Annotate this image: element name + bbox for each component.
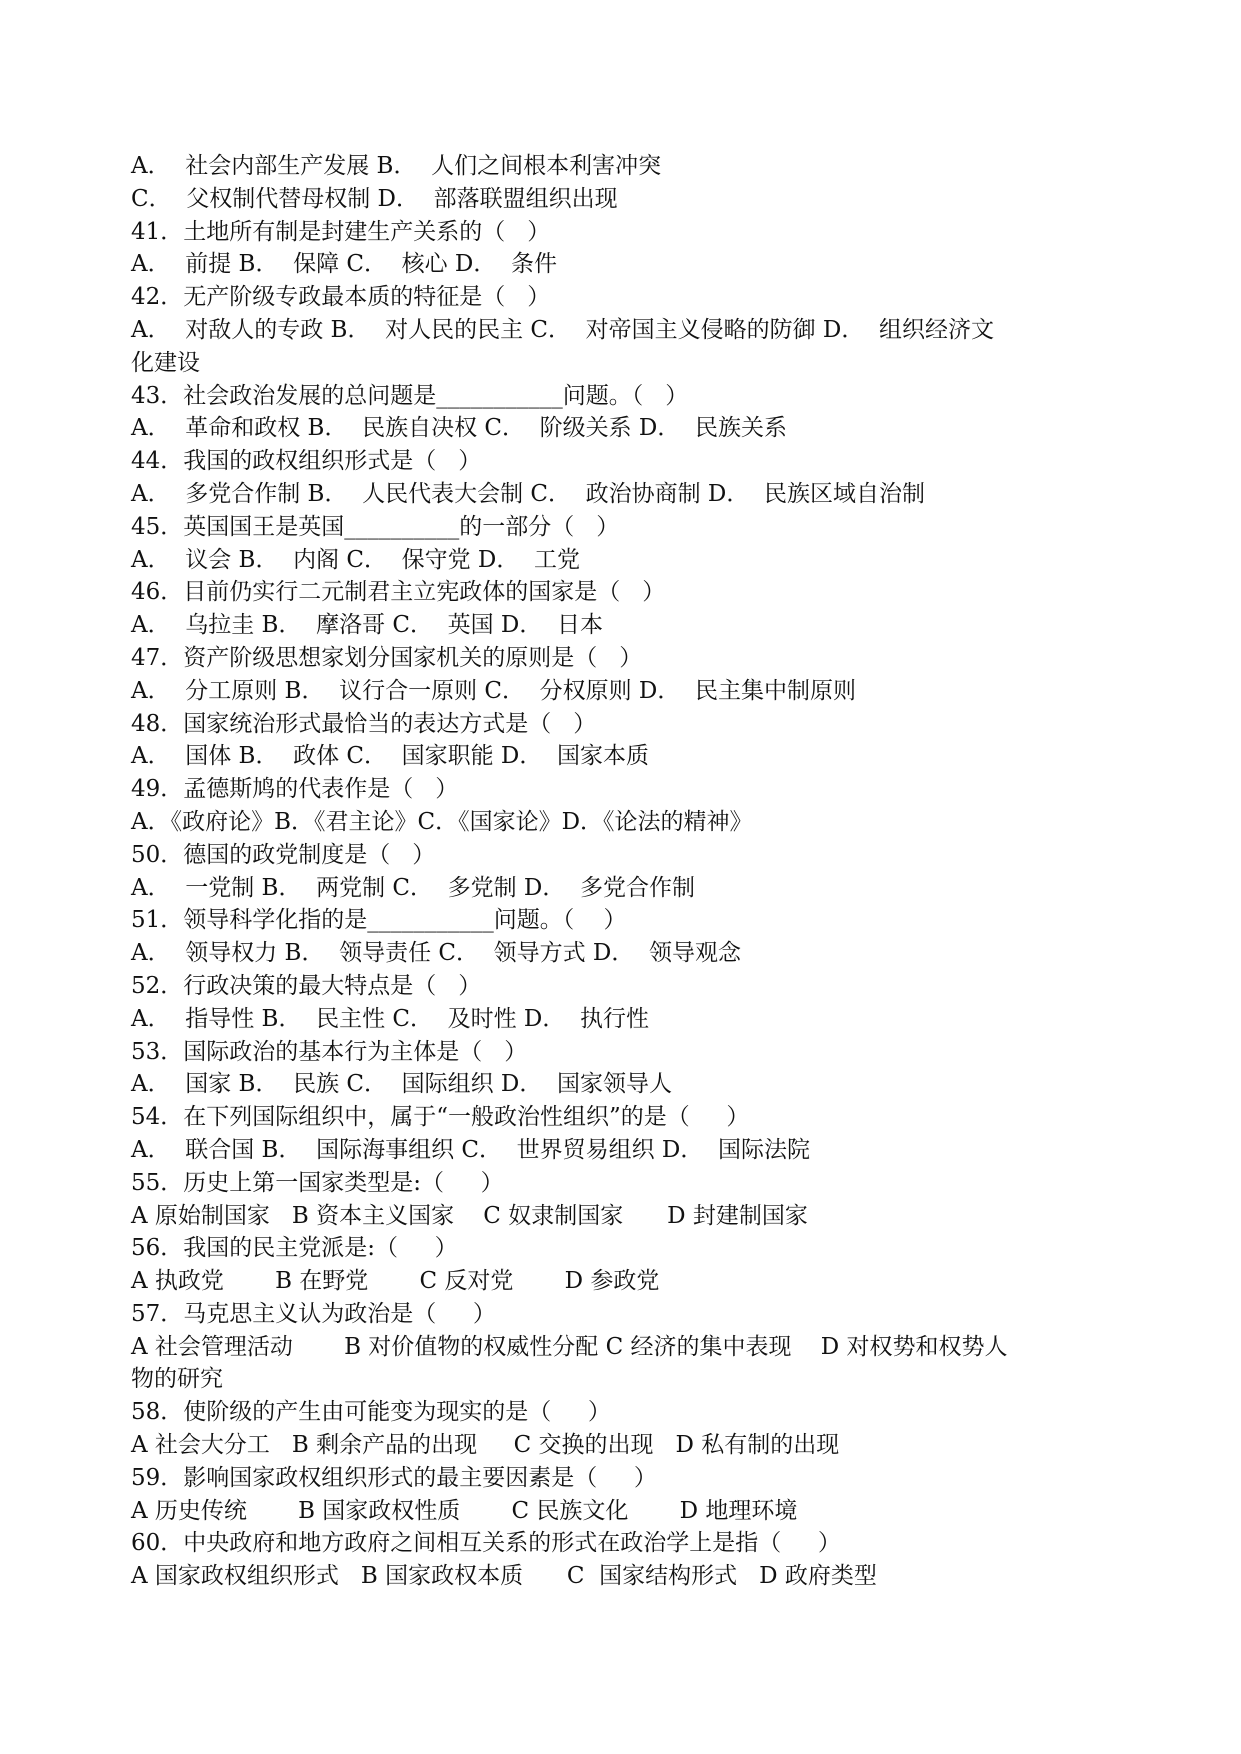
text-line: A． 国体 B． 政体 C． 国家职能 D． 国家本质 (131, 743, 649, 770)
text-line: 47．资产阶级思想家划分国家机关的原则是（ ） (131, 644, 643, 671)
text-line: A 执政党 B 在野党 C 反对党 D 参政党 (131, 1268, 660, 1295)
text-line: A． 革命和政权 B． 民族自决权 C． 阶级关系 D． 民族关系 (131, 415, 787, 442)
text-line: 42．无产阶级专政最本质的特征是（ ） (131, 284, 551, 311)
text-line: 59．影响国家政权组织形式的最主要因素是（ ） (131, 1464, 657, 1491)
text-line: 53．国际政治的基本行为主体是（ ） (131, 1038, 528, 1065)
text-line: A 国家政权组织形式 B 国家政权本质 C 国家结构形式 D 政府类型 (131, 1563, 877, 1590)
text-line: A． 对敌人的专政 B． 对人民的民主 C． 对帝国主义侵略的防御 D． 组织经济文 (131, 316, 994, 343)
text-line: A． 多党合作制 B． 人民代表大会制 C． 政治协商制 D． 民族区域自治制 (131, 480, 925, 507)
text-line: 55．历史上第一国家类型是:（ ） (131, 1169, 504, 1196)
text-line: 48．国家统治形式最恰当的表达方式是（ ） (131, 710, 597, 737)
text-line: A． 一党制 B． 两党制 C． 多党制 D． 多党合作制 (131, 874, 695, 901)
text-line: A． 分工原则 B． 议行合一原则 C． 分权原则 D． 民主集中制原则 (131, 677, 856, 704)
text-line: A 社会大分工 B 剩余产品的出现 C 交换的出现 D 私有制的出现 (131, 1432, 840, 1459)
text-line: 54．在下列国际组织中，属于“一般政治性组织”的是（ ） (131, 1104, 750, 1131)
question-list (131, 150, 1071, 1593)
text-line: 43．社会政治发展的总问题是___________问题。（ ） (131, 382, 689, 409)
text-line: 57．马克思主义认为政治是（ ） (131, 1300, 496, 1327)
text-line: 52．行政决策的最大特点是（ ） (131, 972, 482, 999)
text-line: 60．中央政府和地方政府之间相互关系的形式在政治学上是指（ ） (131, 1530, 841, 1557)
text-line: 50．德国的政党制度是（ ） (131, 841, 436, 868)
text-line: A． 指导性 B． 民主性 C． 及时性 D． 执行性 (131, 1005, 649, 1032)
text-line: 51．领导科学化指的是___________问题。（ ） (131, 907, 627, 934)
text-line: A 历史传统 B 国家政权性质 C 民族文化 D 地理环境 (131, 1497, 798, 1524)
text-line: 58．使阶级的产生由可能变为现实的是（ ） (131, 1399, 611, 1426)
text-line: A． 社会内部生产发展 B． 人们之间根本利害冲突 (131, 153, 662, 179)
text-line: A． 国家 B． 民族 C． 国际组织 D． 国家领导人 (131, 1071, 672, 1098)
text-line: A． 议会 B． 内阁 C． 保守党 D． 工党 (131, 546, 580, 573)
text-line: A 社会管理活动 B 对价值物的权威性分配 C 经济的集中表现 D 对权势和权势人 (131, 1333, 1008, 1360)
text-line: 56．我国的民主党派是:（ ） (131, 1235, 458, 1262)
text-line: A． 领导权力 B． 领导责任 C． 领导方式 D． 领导观念 (131, 940, 741, 967)
text-line: C． 父权制代替母权制 D． 部落联盟组织出现 (131, 185, 618, 212)
text-line: A．《政府论》B．《君主论》C．《国家论》D．《论法的精神》 (131, 808, 753, 835)
text-line: 44．我国的政权组织形式是（ ） (131, 448, 482, 475)
text-line: A 原始制国家 B 资本主义国家 C 奴隶制国家 D 封建制国家 (131, 1202, 808, 1229)
text-line: A． 前提 B． 保障 C． 核心 D． 条件 (131, 251, 557, 278)
text-line: 物的研究 (131, 1366, 223, 1393)
text-line: 49．孟德斯鸠的代表作是（ ） (131, 776, 459, 803)
text-line: 41．土地所有制是封建生产关系的（ ） (131, 218, 551, 245)
text-line: A． 联合国 B． 国际海事组织 C． 世界贸易组织 D． 国际法院 (131, 1136, 810, 1163)
text-line: 46．目前仍实行二元制君主立宪政体的国家是（ ） (131, 579, 666, 606)
text-line: 化建设 (131, 349, 200, 376)
text-line: A． 乌拉圭 B． 摩洛哥 C． 英国 D． 日本 (131, 612, 603, 639)
text-line: 45．英国国王是英国__________的一部分（ ） (131, 513, 620, 540)
